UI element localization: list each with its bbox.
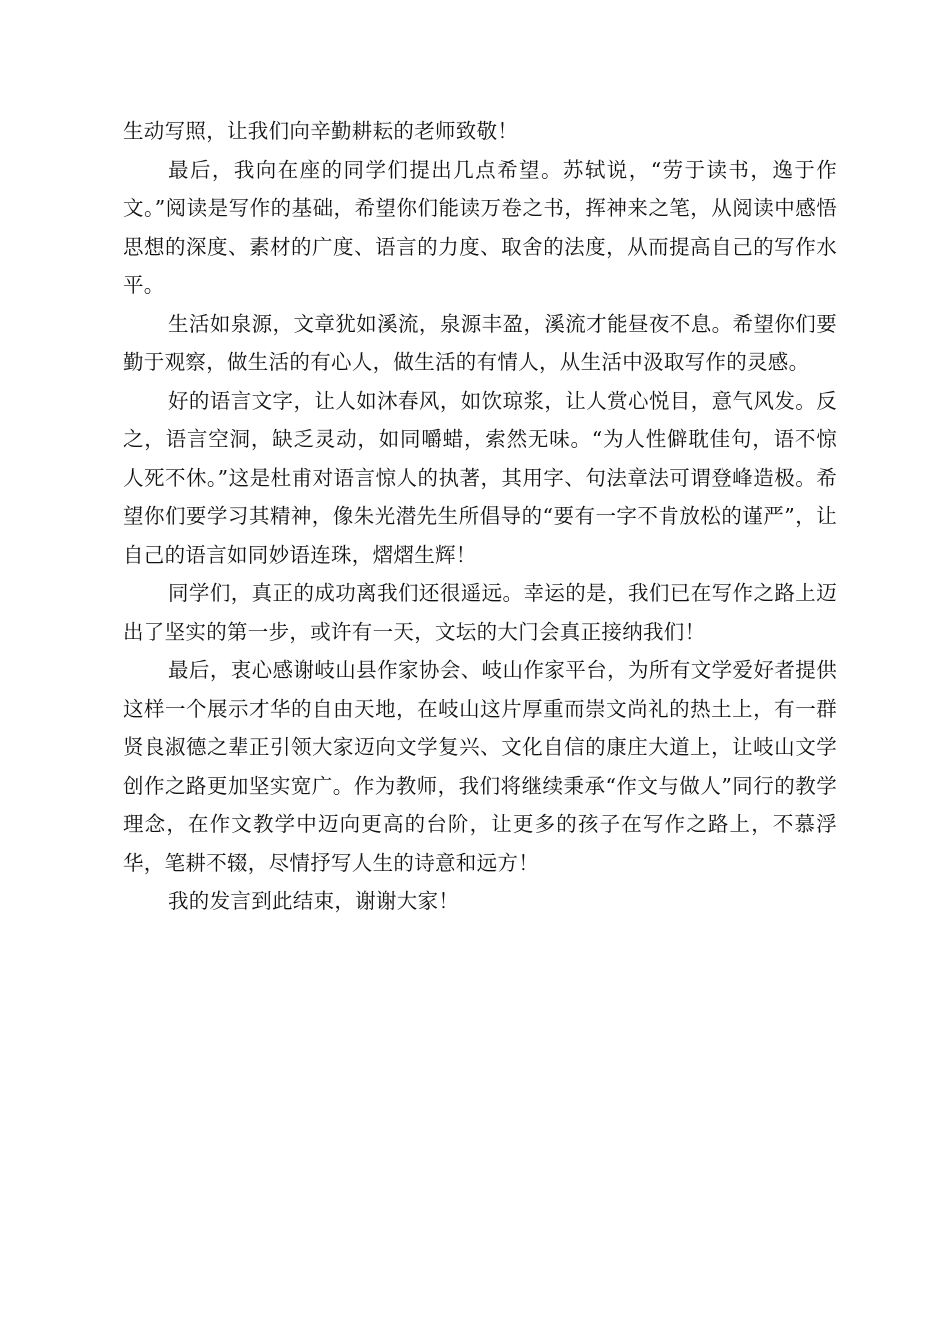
paragraph-continuation: 生动写照，让我们向辛勤耕耘的老师致敬！ bbox=[123, 119, 519, 143]
paragraph-success: 同学们，真正的成功离我们还很遥远。幸运的是，我们已在写作之路上迈出了坚实的第一步，或许有一天，文坛的大门会真正接纳我们！ bbox=[123, 581, 837, 644]
paragraph-reading-advice: 最后，我向在座的同学们提出几点希望。苏轼说，“劳于读书，逸于作文。”阅读是写作的基础，希望你们能读万卷之书，挥神来之笔，从阅读中感悟思想的深度、素材的广度、语言的力度、取舍的法度，从而提高自己的写作水平。 bbox=[123, 157, 837, 297]
paragraph-life-observation: 生活如泉源，文章犹如溪流，泉源丰盈，溪流才能昼夜不息。希望你们要勤于观察，做生活的有心人，做生活的有情人，从生活中汲取写作的灵感。 bbox=[123, 311, 837, 374]
paragraph-language: 好的语言文字，让人如沐春风，如饮琼浆，让人赏心悦目，意气风发。反之，语言空洞，缺乏灵动，如同嚼蜡，索然无味。“为人性僻耽佳句，语不惊人死不休。”这是杜甫对语言惊人的执著，其用字、句法章法可谓登峰造极。希望你们要学习其精神，像朱光潜先生所倡导的“要有一字不肯放松的谨严”，让自己的语言如同妙语连珠，熠熠生辉！ bbox=[123, 388, 837, 567]
paragraph-thanks: 最后，衷心感谢岐山县作家协会、岐山作家平台，为所有文学爱好者提供这样一个展示才华的自由天地，在岐山这片厚重而崇文尚礼的热土上，有一群贤良淑德之辈正引领大家迈向文学复兴、文化自信的康庄大道上，让岐山文学创作之路更加坚实宽广。作为教师，我们将继续秉承“作文与做人”同行的教学理念，在作文教学中迈向更高的台阶，让更多的孩子在写作之路上，不慕浮华，笔耕不辍，尽情抒写人生的诗意和远方！ bbox=[123, 658, 837, 875]
document-page bbox=[123, 112, 837, 921]
paragraph-closing: 我的发言到此结束，谢谢大家！ bbox=[168, 889, 460, 913]
